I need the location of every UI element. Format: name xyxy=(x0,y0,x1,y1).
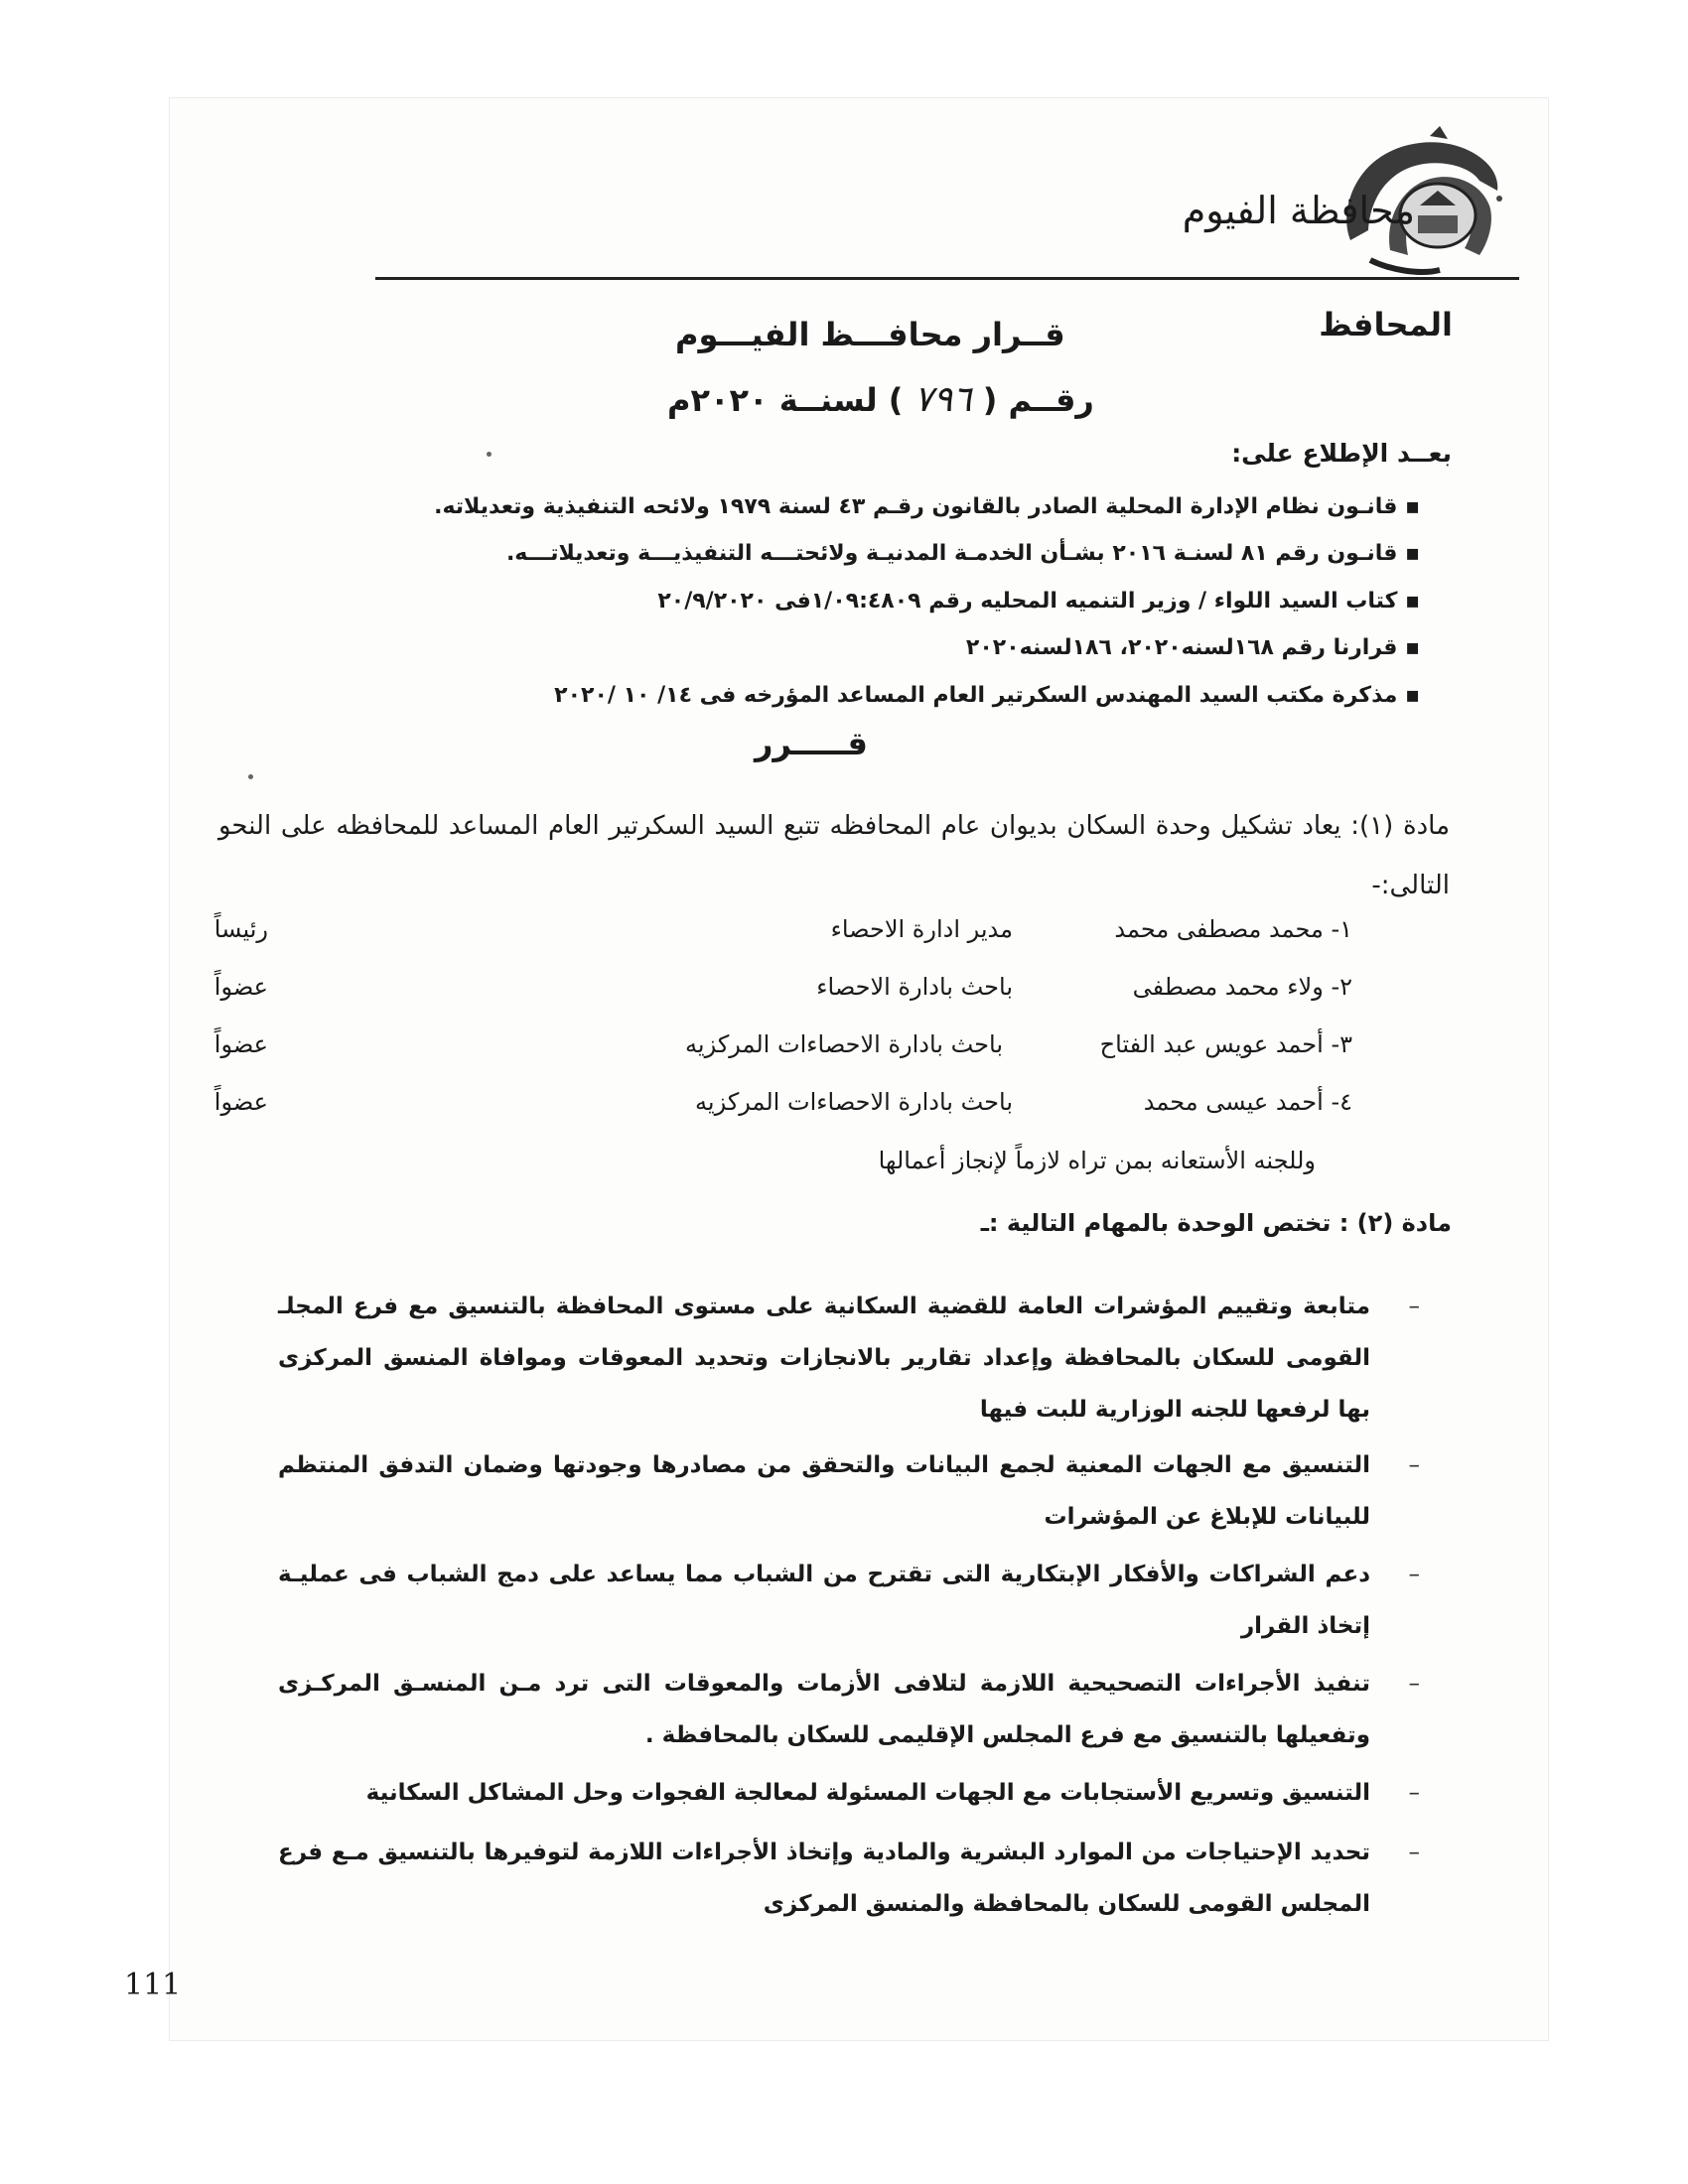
reference-item: ▪ قرارنا رقم ١٦٨لسنه٢٠٢٠، ١٨٦لسنه٢٠٢٠ xyxy=(966,635,1420,660)
task-text: التنسيق وتسريع الأستجابات مع الجهات المسئولة لمعالجة الفجوات وحل المشاكل السكانية xyxy=(365,1780,1370,1806)
dash-icon: – xyxy=(1408,1780,1420,1806)
member-name: ٤- أحمد عيسى محمد xyxy=(1143,1088,1352,1116)
reference-item: ▪ كتاب السيد اللواء / وزير التنميه المحليه رقم ١/٠٩:٤٨٠٩فى ٢٠/٩/٢٠٢٠ xyxy=(657,589,1420,614)
task-item xyxy=(278,1658,1420,1761)
task-text: تنفيذ الأجراءات التصحيحية اللازمة لتلافى الأزمات والمعوقات التى ترد مـن المنسـق المركـزى وتفعيلها بالتنسيق مع فرع المجلس الإقليمى للسكان بالمحافظة . xyxy=(278,1671,1370,1748)
task-text: التنسيق مع الجهات المعنية لجمع البيانات والتحقق من مصادرها وجودتها وضمان التدفق المنتظم للبيانات للإبلاغ عن المؤشرات xyxy=(278,1452,1370,1530)
scan-speck xyxy=(487,452,492,457)
member-name: ٣- أحمد عويس عبد الفتاح xyxy=(1099,1030,1352,1058)
reference-item: ▪ قانـون رقم ٨١ لسنـة ٢٠١٦ بشـأن الخدمـة المدنيـة ولائحتـــه التنفيذيـــة وتعديلاتـــه. xyxy=(506,541,1420,566)
dash-icon: – xyxy=(1408,1671,1420,1697)
task-text: دعم الشراكات والأفكار الإبتكارية التى تقترح من الشباب مما يساعد على دمج الشباب فى عمليـة إتخاذ القرار xyxy=(278,1562,1370,1639)
article-1-note: وللجنه الأستعانه بمن تراه لازماً لإنجاز أعمالها xyxy=(878,1147,1316,1174)
decision-number xyxy=(667,379,1094,420)
page-number: 111 xyxy=(124,1968,182,2002)
header-rule xyxy=(375,277,1519,280)
dash-icon: – xyxy=(1408,1452,1420,1478)
member-name: ١- محمد مصطفى محمد xyxy=(1114,915,1352,943)
dash-icon: – xyxy=(1408,1840,1420,1865)
reference-item: ▪ مذكرة مكتب السيد المهندس السكرتير العام المساعد المؤرخه فى ١٤/ ١٠ /٢٠٢٠ xyxy=(554,683,1420,708)
task-item xyxy=(278,1439,1420,1543)
decision-number-handwritten: ٧٩٦ xyxy=(914,379,972,420)
decision-number-suffix: ) لسنــة ٢٠٢٠م xyxy=(667,381,904,419)
task-item xyxy=(278,1281,1420,1435)
task-item xyxy=(278,1549,1420,1652)
decision-number-prefix: رقــم ( xyxy=(982,381,1094,419)
decision-title: قــرار محافـــظ الفيـــوم xyxy=(675,316,1065,353)
scan-speck xyxy=(248,774,253,779)
task-text: تحديد الإحتياجات من الموارد البشرية والمادية وإتخاذ الأجراءات اللازمة لتوفيرها بالتنسيق مـع فرع المجلس القومى للسكان بالمحافظة والمنسق المركزى xyxy=(278,1840,1370,1917)
member-title: باحث بادارة الاحصاءات المركزيه xyxy=(695,1088,1013,1116)
task-item xyxy=(278,1767,1420,1819)
dash-icon: – xyxy=(1408,1562,1420,1587)
article-2-heading: مادة (٢) : تختص الوحدة بالمهام التالية :ـ xyxy=(980,1209,1452,1237)
member-role: عضواً xyxy=(213,1030,268,1058)
dash-icon: – xyxy=(1408,1294,1420,1319)
member-title: باحث بادارة الاحصاء xyxy=(816,973,1013,1001)
reference-item: ▪ قانـون نظام الإدارة المحلية الصادر بالقانون رقـم ٤٣ لسنة ١٩٧٩ ولائحه التنفيذية وتعديلاته. xyxy=(434,494,1420,519)
governorate-title: محافظة الفيوم xyxy=(1182,189,1415,232)
article-1-text: مادة (١): يعاد تشكيل وحدة السكان بديوان عام المحافظه تتبع السيد السكرتير العام المساعد للمحافظه على النحو التالى:- xyxy=(218,811,1450,900)
member-title: مدير ادارة الاحصاء xyxy=(830,915,1013,943)
member-role: رئيساً xyxy=(213,915,268,943)
decided-heading: قـــــرر xyxy=(755,725,868,762)
task-item xyxy=(278,1827,1420,1930)
issuer-role: المحافظ xyxy=(1319,306,1453,343)
member-name: ٢- ولاء محمد مصطفى xyxy=(1132,973,1352,1001)
member-role: عضواً xyxy=(213,973,268,1001)
preamble-heading: بعــد الإطلاع على: xyxy=(1231,439,1452,468)
member-title: باحث بادارة الاحصاءات المركزيه xyxy=(685,1030,1003,1058)
task-text: متابعة وتقييم المؤشرات العامة للقضية السكانية على مستوى المحافظة بالتنسيق مع فرع المجلـ القومى للسكان بالمحافظة وإعداد تقارير بالانجازات وتحديد المعوقات وموافاة المنسق المركزى بها لرفعها للجنه الوزارية للبت فيها xyxy=(278,1294,1370,1423)
member-role: عضواً xyxy=(213,1088,268,1116)
